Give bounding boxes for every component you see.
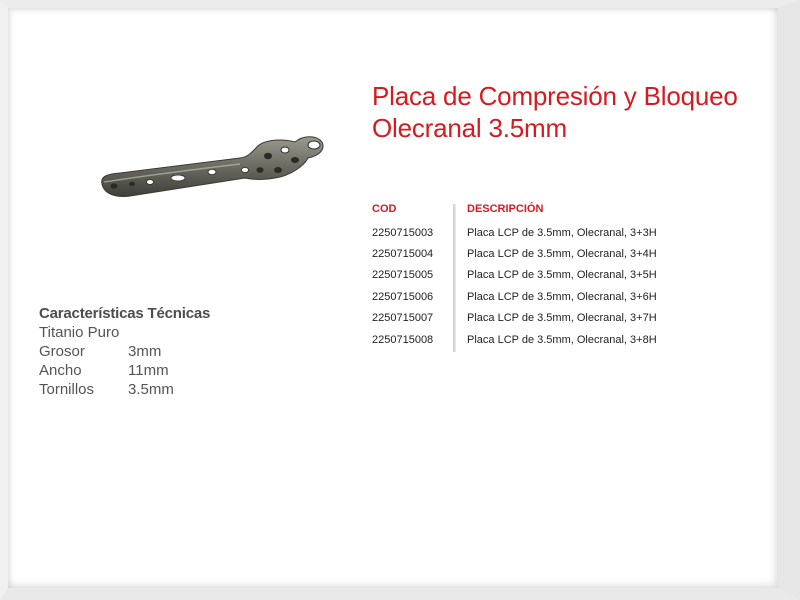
page-title: [372, 80, 772, 144]
specs-heading: Características Técnicas: [39, 305, 211, 322]
spec-value: 3.5mm: [128, 381, 174, 398]
title-line-1: Placa de Compresión y Bloqueo: [372, 81, 738, 111]
olecranon-plate-image: [90, 128, 330, 208]
table-row: [372, 243, 657, 264]
spec-value: 3mm: [128, 343, 162, 360]
spec-row-grosor: [39, 342, 210, 361]
spec-label: Grosor: [39, 343, 85, 360]
cell-desc: Placa LCP de 3.5mm, Olecranal, 3+5H: [467, 269, 657, 282]
table-row: [372, 286, 657, 307]
cell-desc: Placa LCP de 3.5mm, Olecranal, 3+6H: [467, 290, 657, 303]
table-row: [372, 329, 657, 350]
cell-desc: Placa LCP de 3.5mm, Olecranal, 3+7H: [467, 312, 657, 325]
header-cod: COD: [372, 203, 397, 215]
spec-label: Ancho: [39, 362, 82, 379]
spec-row-ancho: [39, 361, 210, 380]
cell-desc: Placa LCP de 3.5mm, Olecranal, 3+4H: [467, 248, 657, 261]
title-line-2: Olecranal 3.5mm: [372, 113, 567, 143]
cell-cod: 2250715006: [372, 290, 434, 303]
table-row: [372, 265, 657, 286]
table-row: [372, 308, 657, 329]
table-row: [372, 222, 657, 243]
cell-desc: Placa LCP de 3.5mm, Olecranal, 3+3H: [467, 226, 657, 239]
cell-cod: 2250715004: [372, 248, 434, 261]
spec-label: Tornillos: [39, 381, 95, 398]
spec-row-tornillos: [39, 380, 210, 399]
technical-specs: [39, 304, 210, 399]
cell-cod: 2250715005: [372, 269, 434, 282]
cell-cod: 2250715008: [372, 333, 434, 346]
cell-cod: 2250715003: [372, 226, 434, 239]
specs-material: Titanio Puro: [39, 324, 120, 341]
cell-cod: 2250715007: [372, 312, 434, 325]
spec-value: 11mm: [128, 362, 169, 379]
table-header: [372, 198, 657, 220]
product-table: [372, 198, 657, 350]
cell-desc: Placa LCP de 3.5mm, Olecranal, 3+8H: [467, 333, 657, 346]
header-descripcion: DESCRIPCIÓN: [467, 203, 544, 215]
